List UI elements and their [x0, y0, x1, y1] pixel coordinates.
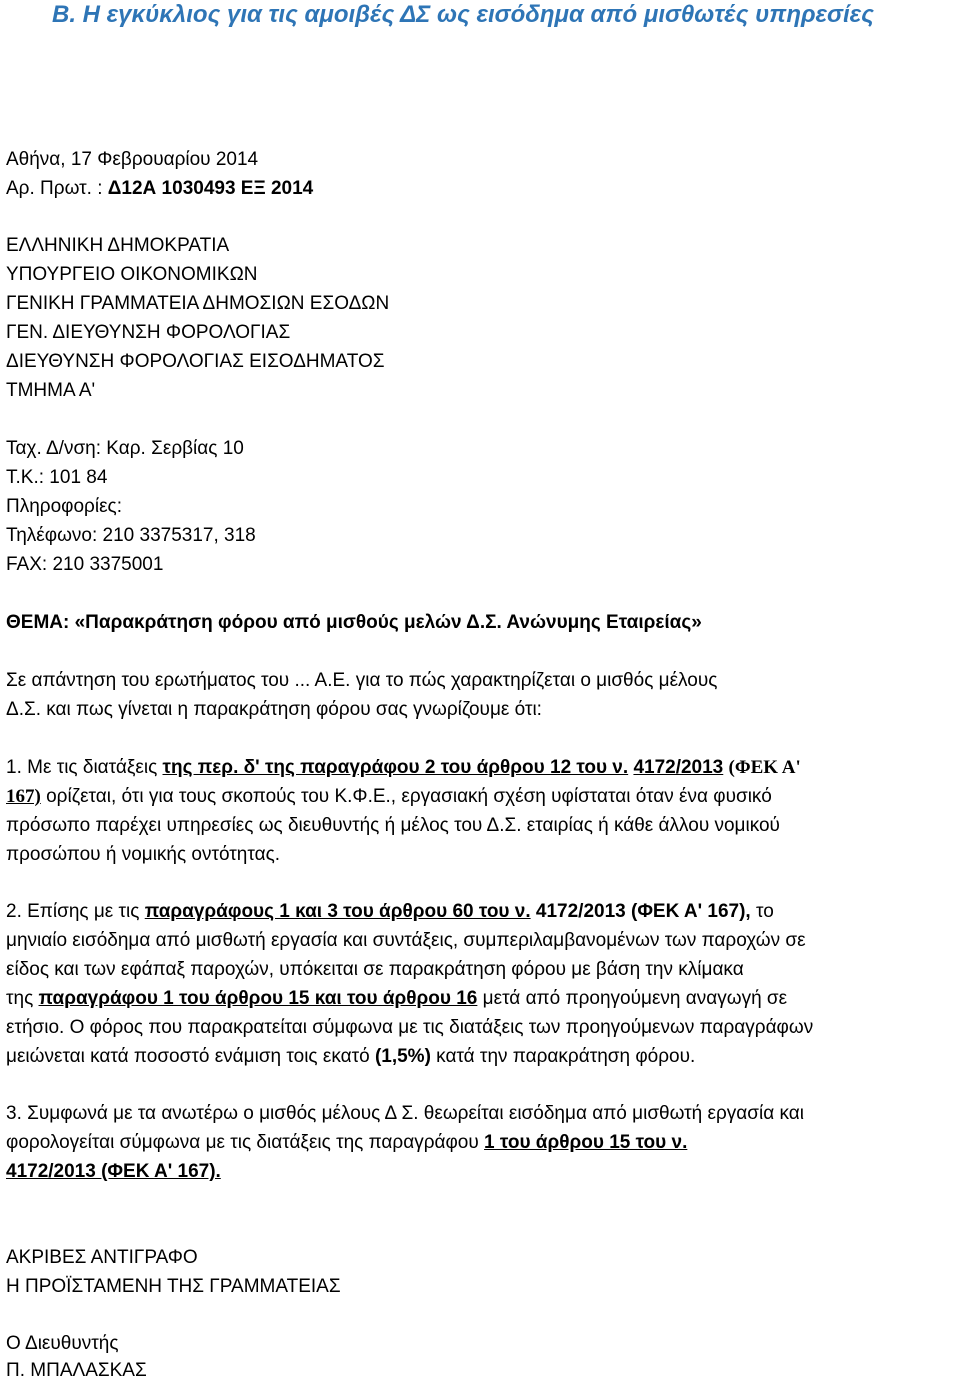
paragraph-3-line: [6, 1160, 221, 1184]
paragraph-1-line: πρόσωπο παρέχει υπηρεσίες ως διευθυντής ή μέλος του Δ.Σ. εταιρίας ή κάθε άλλου νομικού: [6, 815, 780, 836]
paragraph-2-line: [6, 987, 787, 1011]
director-title: Ο Διευθυντής: [6, 1333, 119, 1354]
paragraph-2-line: [6, 900, 774, 924]
certified-copy-line: ΑΚΡΙΒΕΣ ΑΝΤΙΓΡΑΦΟ: [6, 1247, 198, 1268]
text-span: 1. Με τις διατάξεις: [6, 757, 163, 778]
protocol-number: Δ12Α 1030493 ΕΞ 2014: [107, 178, 314, 199]
text-span: κατά την παρακράτηση φόρου.: [430, 1046, 696, 1067]
paragraph-3-line: [6, 1131, 687, 1155]
postcode-line: Τ.Κ.: 101 84: [6, 467, 108, 488]
text-span: της: [6, 988, 39, 1009]
gazette-reference: (ΦΕΚ Α': [728, 757, 801, 778]
subject-line: [6, 611, 702, 635]
authority-line: ΤΜΗΜΑ Α': [6, 380, 96, 401]
intro-line: Δ.Σ. και πως γίνεται η παρακράτηση φόρου σας γνωρίζουμε ότι:: [6, 699, 542, 720]
text-span: φορολογείται σύμφωνα με τις διατάξεις της παραγράφου: [6, 1132, 485, 1153]
phone-line: Τηλέφωνο: 210 3375317, 318: [6, 525, 256, 546]
text-span: μετά από προηγούμενη αναγωγή σε: [477, 988, 788, 1009]
law-reference: 4172/2013 (ΦΕΚ Α' 167),: [535, 901, 751, 922]
text-span: 2. Επίσης με τις: [6, 901, 145, 922]
gazette-reference-link[interactable]: 167): [6, 786, 41, 807]
text-span: μειώνεται κατά ποσοστό ενάμιση τοις εκατό: [6, 1046, 375, 1067]
paragraph-2-line: είδος και των εφάπαξ παροχών, υπόκειται σε παρακράτηση φόρου με βάση την κλίμακα: [6, 959, 744, 980]
subject-label: ΘΕΜΑ:: [6, 612, 75, 633]
authority-line: ΓΕΝ. ΔΙΕΥΘΥΝΣΗ ΦΟΡΟΛΟΓΙΑΣ: [6, 322, 291, 343]
paragraph-2-line: [6, 1045, 695, 1069]
protocol-prefix: Αρ. Πρωτ. :: [6, 178, 108, 199]
paragraph-2-line: ετήσιο. Ο φόρος που παρακρατείται σύμφωνα με τις διατάξεις των προηγούμενων παραγράφων: [6, 1017, 814, 1038]
authority-line: ΔΙΕΥΘΥΝΣΗ ΦΟΡΟΛΟΓΙΑΣ ΕΙΣΟΔΗΜΑΤΟΣ: [6, 351, 385, 372]
text-span: το: [750, 901, 774, 922]
law-reference-link[interactable]: 4172/2013 (ΦΕΚ Α' 167).: [6, 1161, 221, 1182]
protocol-line: [6, 177, 313, 201]
law-reference-link[interactable]: της περ. δ' της παραγράφου 2 του άρθρου 12 του ν.: [162, 757, 629, 778]
intro-line: Σε απάντηση του ερωτήματος του ... Α.Ε. για το πώς χαρακτηρίζεται ο μισθός μέλους: [6, 670, 718, 691]
law-reference-link[interactable]: 4172/2013: [633, 757, 724, 778]
authority-line: ΓΕΝΙΚΗ ΓΡΑΜΜΑΤΕΙΑ ΔΗΜΟΣΙΩΝ ΕΣΟΔΩΝ: [6, 293, 390, 314]
law-reference-link[interactable]: 1 του άρθρου 15 του ν.: [484, 1132, 688, 1153]
date-line: Αθήνα, 17 Φεβρουαρίου 2014: [6, 149, 259, 170]
subject-text: «Παρακράτηση φόρου από μισθούς μελών Δ.Σ. Ανώνυμης Εταιρείας»: [74, 612, 702, 633]
paragraph-1-line: [6, 756, 801, 780]
info-line: Πληροφορίες:: [6, 496, 122, 517]
secretariat-line: Η ΠΡΟΪΣΤΑΜΕΝΗ ΤΗΣ ΓΡΑΜΜΑΤΕΙΑΣ: [6, 1276, 341, 1297]
director-name: Π. ΜΠΑΛΑΣΚΑΣ: [6, 1360, 147, 1381]
paragraph-1-line: προσώπου ή νομικής οντότητας.: [6, 844, 281, 865]
page-title: Β. Η εγκύκλιος για τις αμοιβές ΔΣ ως εισόδημα από μισθωτές υπηρεσίες: [52, 1, 874, 28]
authority-line: ΕΛΛΗΝΙΚΗ ΔΗΜΟΚΡΑΤΙΑ: [6, 235, 230, 256]
law-reference-link[interactable]: παραγράφου 1 του άρθρου 15 και του άρθρου 16: [38, 988, 478, 1009]
authority-line: ΥΠΟΥΡΓΕΙΟ ΟΙΚΟΝΟΜΙΚΩΝ: [6, 264, 258, 285]
paragraph-3-line: 3. Συμφωνά με τα ανωτέρω ο μισθός μέλους Δ Σ. θεωρείται εισόδημα από μισθωτή εργασία και: [6, 1103, 804, 1124]
law-reference-link[interactable]: παραγράφους 1 και 3 του άρθρου 60 του ν.: [144, 901, 531, 922]
text-span: ορίζεται, ότι για τους σκοπούς του Κ.Φ.Ε., εργασιακή σχέση υφίσταται όταν ένα φυσικό: [40, 786, 772, 807]
paragraph-2-line: μηνιαίο εισόδημα από μισθωτή εργασία και συντάξεις, συμπεριλαμβανομένων των παροχών σε: [6, 930, 806, 951]
address-line: Ταχ. Δ/νση: Καρ. Σερβίας 10: [6, 438, 244, 459]
fax-line: FAX: 210 3375001: [6, 554, 164, 575]
rate-value: (1,5%): [374, 1046, 431, 1067]
paragraph-1-line: [6, 785, 772, 809]
